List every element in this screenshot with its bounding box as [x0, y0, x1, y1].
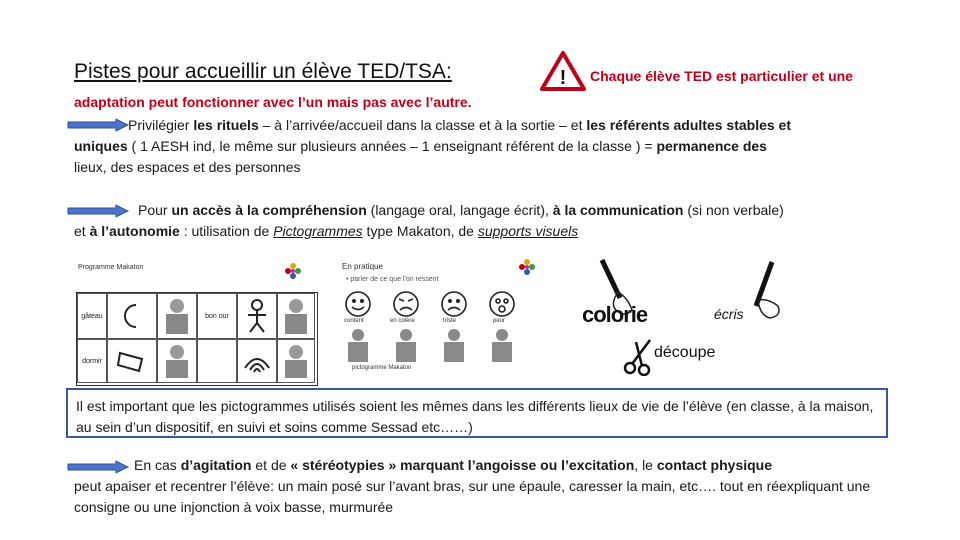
table-cell — [197, 339, 237, 383]
word-decoupe: découpe — [654, 344, 716, 361]
table-cell: bon our — [197, 293, 237, 339]
svg-text:!: ! — [559, 67, 567, 89]
emotion-label: peur — [493, 318, 506, 324]
bullet-rituals: Privilégier les rituels – à l’arrivée/accueil dans la classe et à la sortie – et les référents adultes stables et uniques ( 1 AESH ind, le même sur plusieurs années – 1 enseignant référent de la classe ) = permanence des lieux, des espaces et des personnes — [74, 117, 792, 175]
makaton-table — [76, 292, 318, 386]
emotion-label: en colère — [390, 318, 415, 324]
pictogram-caption: pictogramme Makaton — [352, 365, 412, 371]
practice-subtitle: • parler de ce que l'on ressent — [346, 276, 439, 283]
makaton-title: Programme Makaton — [78, 264, 144, 271]
table-cell: gâteau — [77, 293, 107, 339]
emotion-label: content — [344, 318, 364, 324]
table-cell: dormir — [77, 339, 107, 383]
wave-icon — [237, 339, 277, 383]
moon-icon — [107, 293, 157, 339]
bullet-pictograms: Pour un accès à la compréhension (langage oral, langage écrit), à la communication (si non verbale) et à l’autonomie : utilisation de Pictogrammes type Makaton, de supports visuels — [74, 202, 784, 239]
page-title: Pistes pour accueillir un élève TED/TSA: — [74, 60, 452, 83]
flower-icon — [518, 258, 536, 276]
scissors-icon — [622, 336, 656, 376]
callout-box: Il est important que les pictogrammes utilisés soient les mêmes dans les différents lieux de vie de l’élève (en classe, à la maison, au sein d’un dispositif, en suivi et soins comme Sessad etc……) — [66, 388, 888, 438]
word-colorie: colorie — [582, 302, 648, 327]
practice-title: En pratique — [342, 262, 383, 271]
warning-icon — [540, 50, 586, 92]
bullet-physical-contact: En cas d’agitation et de « stéréotypies » marquant l’angoisse ou l’excitation, le contact physique peut apaiser et recentrer l’élève: un main posé sur l’avant bras, sur une épaule, caresser la main, etc…. tout en réexpliquant une consigne ou une injonction à voix basse, murmurée — [74, 457, 871, 515]
sign-photo — [157, 339, 197, 383]
warning-note-continued: adaptation peut fonctionner avec l’un mais pas avec l’autre. — [74, 94, 472, 110]
sign-photos — [342, 326, 524, 364]
sign-photo — [157, 293, 197, 339]
sign-photo — [277, 339, 315, 383]
bed-icon — [107, 339, 157, 383]
word-ecris: écris — [714, 306, 744, 322]
warning-note: Chaque élève TED est particulier et une — [590, 68, 853, 84]
flower-icon — [284, 262, 302, 280]
emotion-label: triste — [443, 318, 457, 324]
sign-photo — [277, 293, 315, 339]
person-icon — [237, 293, 277, 339]
